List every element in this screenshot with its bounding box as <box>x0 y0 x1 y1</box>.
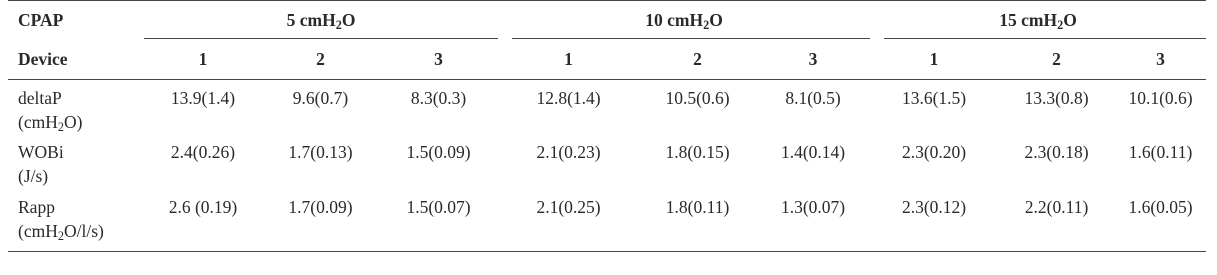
table-cell: 2.1(0.23) <box>536 142 601 162</box>
table-cell: 13.9(1.4) <box>170 88 236 108</box>
row-label <box>8 80 144 141</box>
row-label-unit-end: O/l/s) <box>63 221 104 241</box>
group-unit-sub: 2 <box>1057 18 1064 33</box>
table-cell: 10.1(0.6) <box>1128 88 1193 108</box>
row-label-unit: (cmH <box>18 112 58 132</box>
table-cell: 2.3(0.12) <box>901 197 967 217</box>
row-label-name: WOBi <box>18 142 64 162</box>
group-unit: cmH <box>662 10 704 30</box>
device-header: 3 <box>1156 49 1165 69</box>
table-cell: 2.1(0.25) <box>536 197 601 217</box>
table-cell: 8.3(0.3) <box>410 88 467 108</box>
device-header: 2 <box>693 49 702 69</box>
group-underline <box>512 38 870 39</box>
table-cell: 1.3(0.07) <box>780 197 846 217</box>
group-unit-sub: 2 <box>703 18 710 33</box>
group-unit-end: O <box>709 10 723 30</box>
table-cell: 1.5(0.07) <box>406 197 471 217</box>
group-value: 15 <box>999 10 1017 30</box>
table-cell: 1.8(0.15) <box>665 142 730 162</box>
device-header: 3 <box>434 49 443 69</box>
table-cell: 13.6(1.5) <box>901 88 967 108</box>
device-header: 1 <box>564 49 573 69</box>
table-cell: 13.3(0.8) <box>1024 88 1089 108</box>
header-cpap: CPAP <box>18 10 64 30</box>
table-cell: 8.1(0.5) <box>785 88 841 108</box>
row-label-name: Rapp <box>18 197 55 217</box>
header-row-cpap <box>8 1 1206 40</box>
header-device: Device <box>18 49 68 69</box>
header-group-15 <box>870 1 1206 40</box>
table-cell: 2.3(0.20) <box>901 142 967 162</box>
group-unit: cmH <box>1016 10 1058 30</box>
table-cell: 2.3(0.18) <box>1024 142 1089 162</box>
device-header: 3 <box>808 49 818 69</box>
group-unit-sub: 2 <box>335 18 342 33</box>
table-row-wobi <box>8 140 1206 195</box>
table-cell: 2.2(0.11) <box>1024 197 1089 217</box>
row-label <box>8 140 144 195</box>
header-row-device <box>8 39 1206 80</box>
row-label-unit-sub: 2 <box>57 120 64 135</box>
row-label-name: deltaP <box>18 88 62 108</box>
table-cell: 1.6(0.11) <box>1128 142 1193 162</box>
table-cell: 1.8(0.11) <box>665 197 730 217</box>
table-cell: 1.6(0.05) <box>1128 197 1193 217</box>
table-cell: 1.7(0.09) <box>288 197 353 217</box>
group-underline <box>144 38 498 39</box>
group-value: 5 <box>286 10 296 30</box>
table-cell: 10.5(0.6) <box>665 88 730 108</box>
row-label-unit-sub: 2 <box>57 229 64 244</box>
table-cell: 1.4(0.14) <box>780 142 846 162</box>
table-row-rapp <box>8 195 1206 252</box>
device-header: 1 <box>198 49 208 69</box>
table-cell: 1.7(0.13) <box>288 142 353 162</box>
table-cell: 1.5(0.09) <box>406 142 471 162</box>
table-cell: 12.8(1.4) <box>536 88 601 108</box>
device-header: 2 <box>1052 49 1061 69</box>
group-unit: cmH <box>295 10 336 30</box>
row-label-unit: (cmH <box>18 221 58 241</box>
row-label-unit: (J/s) <box>18 166 49 186</box>
data-table <box>8 0 1206 252</box>
group-underline <box>884 38 1206 39</box>
table-row-deltap <box>8 80 1206 141</box>
row-label <box>8 195 144 252</box>
group-unit-end: O <box>341 10 356 30</box>
device-header: 2 <box>316 49 325 69</box>
group-unit-end: O <box>1063 10 1077 30</box>
table-cell: 2.6 (0.19) <box>168 197 238 217</box>
row-label-unit-end: O) <box>63 112 83 132</box>
group-value: 10 <box>645 10 663 30</box>
device-header: 1 <box>929 49 939 69</box>
header-group-5 <box>144 1 498 40</box>
header-group-10 <box>498 1 870 40</box>
table-cell: 9.6(0.7) <box>292 88 349 108</box>
table-cell: 2.4(0.26) <box>170 142 236 162</box>
